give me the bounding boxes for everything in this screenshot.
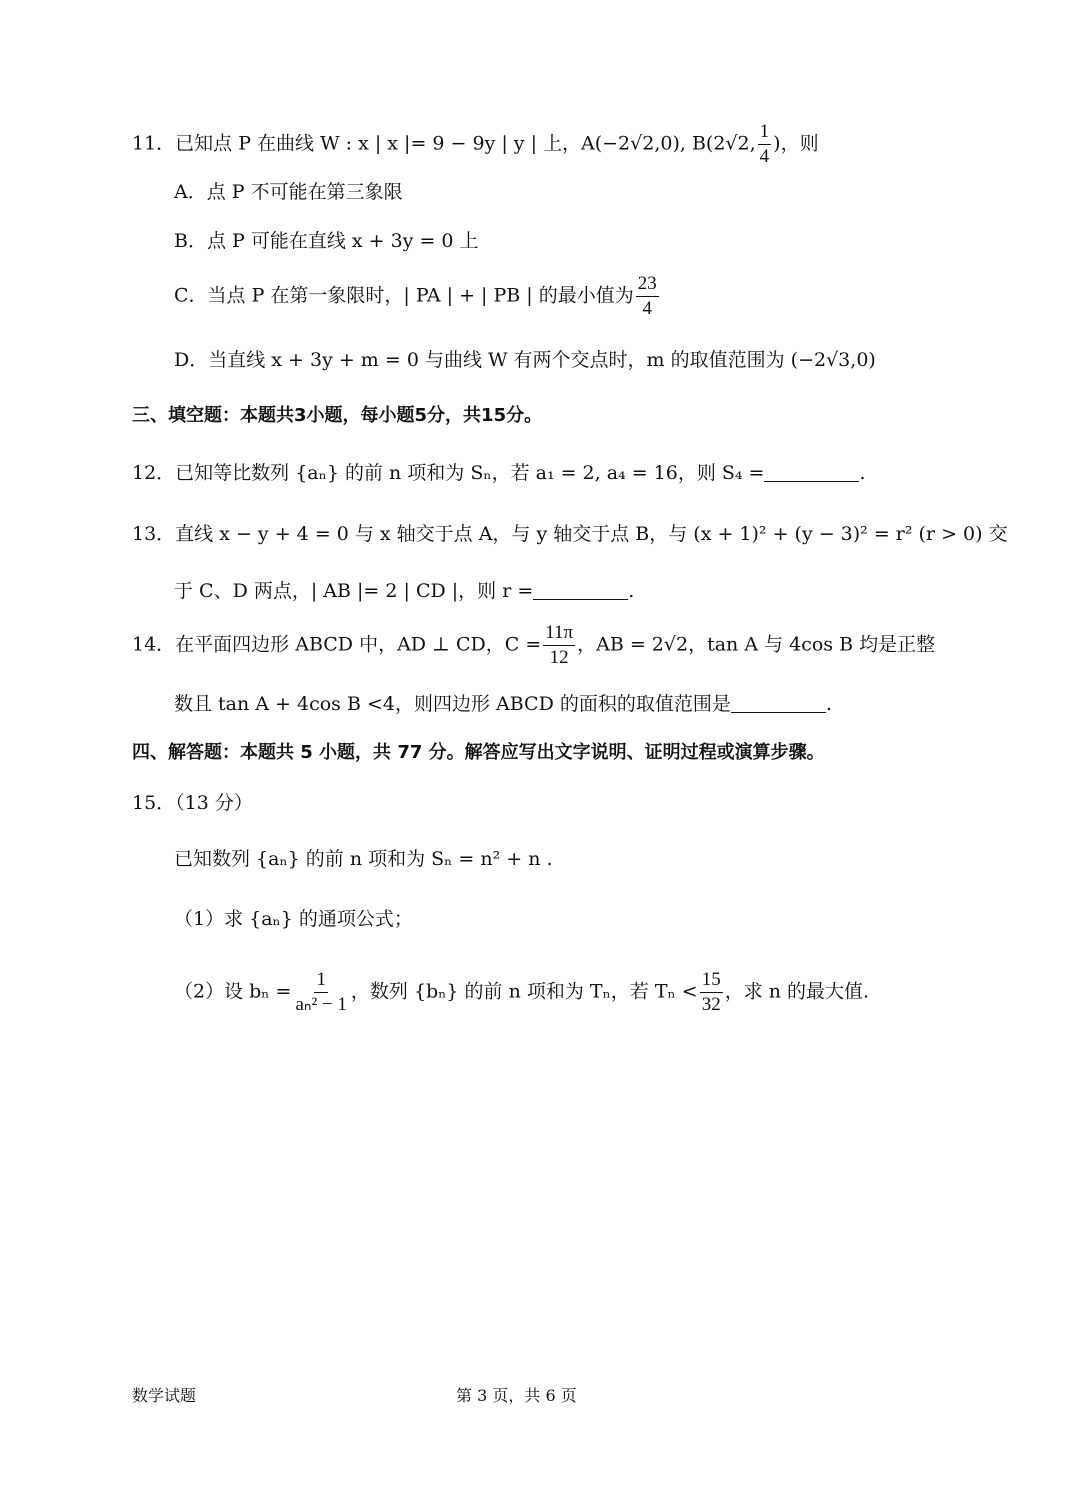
q14-frac-den: 12 — [549, 646, 569, 668]
section-3-heading: 三、填空题：本题共3小题，每小题5分，共15分。 — [132, 405, 543, 426]
q12-answer-blank — [764, 463, 859, 482]
q15-bn-fraction — [293, 970, 348, 1015]
q15-bn-den: aₙ² − 1 — [295, 993, 347, 1015]
q11-stem-text: 11．已知点 P 在曲线 W : x | x |= 9 − 9y | y | 上，A(−2√2,0), B(2√2, — [132, 132, 756, 155]
q11-option-a: A．点 P 不可能在第三象限 — [174, 181, 403, 203]
q13-line1: 13．直线 x − y + 4 = 0 与 x 轴交于点 A，与 y 轴交于点 B，与 (x + 1)² + (y − 3)² = r² (r > 0) 交 — [132, 523, 1008, 545]
footer-subject: 数学试题 — [132, 1386, 197, 1405]
footer-page-number: 第 3 页，共 6 页 — [456, 1386, 577, 1405]
q11-option-b: B．点 P 可能在直线 x + 3y = 0 上 — [174, 230, 479, 252]
q14-line1b: ，AB = 2√2，tan A 与 4cos B 均是正整 — [577, 633, 936, 656]
q15-title: 15．（13 分） — [132, 792, 253, 814]
section-4-heading: 四、解答题：本题共 5 小题，共 77 分。解答应写出文字说明、证明过程或演算步骤。 — [132, 742, 825, 763]
q11-option-d: D．当直线 x + 3y + m = 0 与曲线 W 有两个交点时，m 的取值范围为 (−2√3,0) — [174, 349, 876, 371]
q11-frac-den: 4 — [759, 145, 770, 167]
q15-part2b: ，数列 {bₙ} 的前 n 项和为 Tₙ，若 Tₙ < — [350, 980, 698, 1003]
q14-line2-text: 数且 tan A + 4cos B <4，则四边形 ABCD 的面积的取值范围是 — [174, 693, 731, 715]
q14-fraction — [543, 623, 575, 668]
q11-stem — [132, 122, 819, 167]
q15-part2 — [174, 970, 869, 1015]
q11-optc-den: 4 — [642, 297, 652, 319]
q11-option-c-fraction — [636, 274, 659, 319]
q15-part1: （1）求 {aₙ} 的通项公式； — [174, 908, 413, 930]
q12 — [132, 463, 866, 483]
q13-line2 — [174, 581, 634, 601]
q11-stem-end: )，则 — [773, 132, 819, 155]
q15-part2c: ，求 n 的最大值. — [724, 980, 870, 1003]
q15-given: 已知数列 {aₙ} 的前 n 项和为 Sₙ = n² + n . — [174, 848, 553, 870]
q13-line2-text: 于 C、D 两点，| AB |= 2 | CD |，则 r = — [174, 580, 534, 602]
q11-option-c-text: C．当点 P 在第一象限时，| PA | + | PB | 的最小值为 — [174, 284, 634, 307]
q12-text: 12．已知等比数列 {aₙ} 的前 n 项和为 Sₙ，若 a₁ = 2, a₄ = 16，则 S₄ = — [132, 462, 765, 484]
q14-end: . — [825, 693, 832, 715]
q15-tn-num: 15 — [700, 970, 723, 993]
q14-answer-blank — [731, 694, 826, 713]
q14-line2 — [174, 694, 832, 714]
q11-frac-num: 1 — [758, 122, 772, 145]
q11-optc-num: 23 — [636, 274, 659, 297]
q11-option-c — [174, 274, 661, 319]
q14-frac-num: 11π — [543, 623, 575, 646]
q15-tn-den: 32 — [701, 993, 721, 1015]
q15-tn-fraction — [700, 970, 723, 1015]
q14-line1a: 14．在平面四边形 ABCD 中，AD ⊥ CD，C = — [132, 633, 542, 656]
q11-fraction — [758, 122, 772, 167]
q14-line1 — [132, 623, 935, 668]
q13-end: . — [628, 580, 635, 602]
q15-bn-num: 1 — [314, 970, 328, 993]
q13-answer-blank — [533, 581, 628, 600]
q12-end: . — [859, 462, 866, 484]
q15-part2a: （2）设 bₙ = — [174, 980, 292, 1003]
